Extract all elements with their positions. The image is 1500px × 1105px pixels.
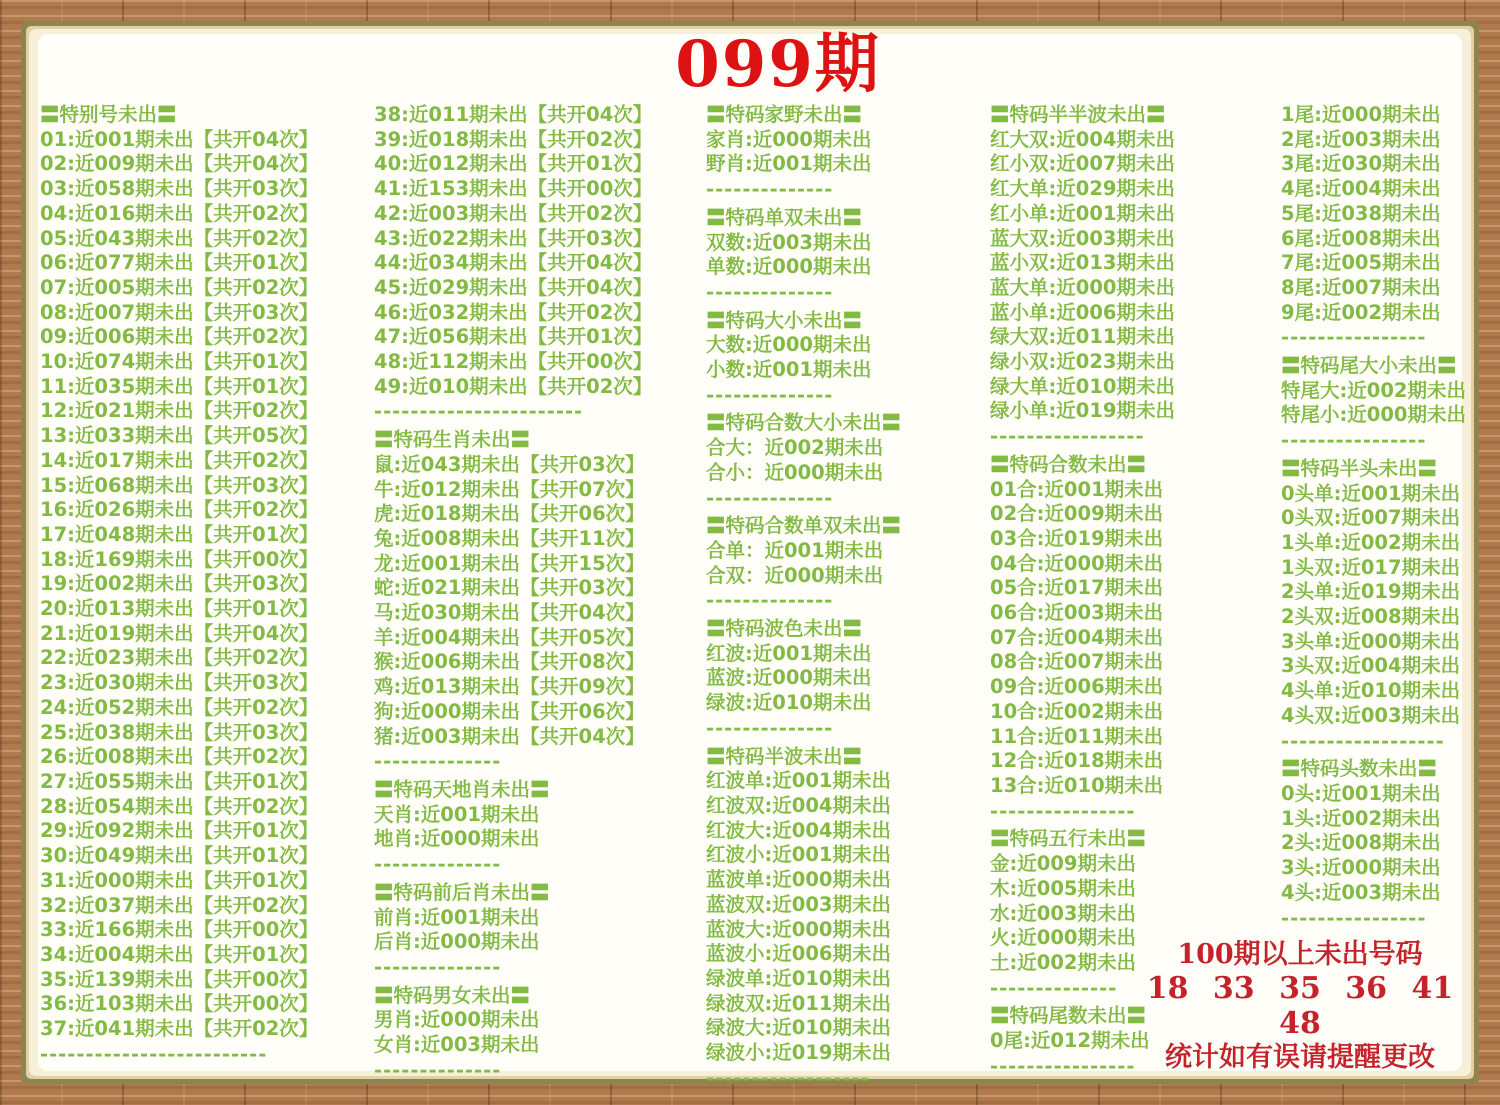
stat-line: 12:近021期未出【共开02次】	[40, 399, 319, 423]
separator: -----------------------	[374, 400, 584, 424]
stat-line: 红小单:近001期未出	[990, 201, 1176, 225]
stat-line: 06合:近003期未出	[990, 601, 1164, 625]
stat-line: 1头单:近002期未出	[1281, 530, 1461, 554]
stat-line: 47:近056期未出【共开01次】	[374, 325, 653, 349]
stat-line: 42:近003期未出【共开02次】	[374, 201, 653, 225]
stat-line: 绿大单:近010期未出	[990, 374, 1176, 398]
stat-line: 34:近004期未出【共开01次】	[40, 942, 319, 966]
stat-line: 特尾小:近000期未出	[1281, 403, 1467, 427]
stat-line: 双数:近003期未出	[706, 230, 872, 254]
stat-line: 野肖:近001期未出	[706, 152, 872, 176]
separator: --------------	[706, 383, 834, 407]
stat-line: 7尾:近005期未出	[1281, 251, 1441, 275]
stat-line: 30:近049期未出【共开01次】	[40, 844, 319, 868]
section-header: 〓特码生肖未出〓	[374, 428, 531, 452]
stat-line: 4头:近003期未出	[1281, 880, 1441, 904]
stat-line: 羊:近004期未出【共开05次】	[374, 625, 645, 649]
stat-line: 绿大双:近011期未出	[990, 325, 1176, 349]
stat-line: 18:近169期未出【共开00次】	[40, 547, 319, 571]
stat-line: 29:近092期未出【共开01次】	[40, 819, 319, 843]
stat-line: 10合:近002期未出	[990, 699, 1164, 723]
section-header: 〓特码家野未出〓	[706, 103, 863, 126]
stat-line: 04合:近000期未出	[990, 551, 1164, 575]
stat-line: 9尾:近002期未出	[1281, 300, 1441, 324]
stat-line: 蓝小单:近006期未出	[990, 300, 1176, 324]
stat-line: 14:近017期未出【共开02次】	[40, 448, 319, 472]
section-header: 〓特码半半波未出〓	[990, 103, 1166, 126]
stats-columns	[38, 103, 1467, 1090]
separator: ----------------	[990, 799, 1136, 823]
stats-column-sums-elements	[990, 103, 1205, 1082]
stat-line: 3尾:近030期未出	[1281, 152, 1441, 176]
stat-line: 31:近000期未出【共开01次】	[40, 868, 319, 892]
stat-line: 11:近035期未出【共开01次】	[40, 374, 319, 398]
stat-line: 蓝波大:近000期未出	[706, 917, 892, 941]
stat-line: 2头双:近008期未出	[1281, 605, 1461, 629]
stat-line: 绿小双:近023期未出	[990, 350, 1176, 374]
stats-column-waves	[706, 103, 956, 1094]
stat-line: 天肖:近001期未出	[374, 802, 540, 826]
separator: --------------	[706, 280, 834, 304]
stat-line: 蛇:近021期未出【共开03次】	[374, 576, 645, 600]
stat-line: 23:近030期未出【共开03次】	[40, 671, 319, 695]
stat-line: 绿波单:近010期未出	[706, 966, 892, 990]
stat-line: 37:近041期未出【共开02次】	[40, 1017, 319, 1041]
stat-line: 牛:近012期未出【共开07次】	[374, 477, 645, 501]
section-header: 〓特码合数未出〓	[990, 452, 1147, 476]
section-header: 〓特码男女未出〓	[374, 983, 531, 1007]
stat-line: 女肖:近003期未出	[374, 1033, 540, 1057]
stat-line: 鼠:近043期未出【共开03次】	[374, 452, 645, 476]
separator: --------------	[706, 589, 834, 613]
stat-line: 24:近052期未出【共开02次】	[40, 695, 319, 719]
stat-line: 1头:近002期未出	[1281, 806, 1441, 830]
stat-line: 红大单:近029期未出	[990, 177, 1176, 201]
stat-line: 前肖:近001期未出	[374, 905, 540, 929]
stat-line: 06:近077期未出【共开01次】	[40, 251, 319, 275]
stat-line: 蓝大双:近003期未出	[990, 226, 1176, 250]
stat-line: 蓝波:近000期未出	[706, 666, 872, 690]
stat-line: 13合:近010期未出	[990, 773, 1164, 797]
stat-line: 07:近005期未出【共开02次】	[40, 275, 319, 299]
stat-line: 20:近013期未出【共开01次】	[40, 597, 319, 621]
stat-line: 单数:近000期未出	[706, 255, 872, 279]
stat-line: 15:近068期未出【共开03次】	[40, 473, 319, 497]
footer-note	[1140, 938, 1460, 1075]
stat-line: 13:近033期未出【共开05次】	[40, 424, 319, 448]
stat-line: 0头单:近001期未出	[1281, 481, 1461, 505]
stat-line: 兔:近008期未出【共开11次】	[374, 526, 645, 550]
stat-line: 16:近026期未出【共开02次】	[40, 498, 319, 522]
stat-line: 08:近007期未出【共开03次】	[40, 300, 319, 324]
stat-line: 11合:近011期未出	[990, 724, 1164, 748]
stat-line: 男肖:近000期未出	[374, 1008, 540, 1032]
stat-line: 2头单:近019期未出	[1281, 580, 1461, 604]
stat-line: 合单：近001期未出	[706, 538, 884, 562]
stat-line: 22:近023期未出【共开02次】	[40, 646, 319, 670]
stat-line: 金:近009期未出	[990, 852, 1137, 876]
separator: ----------------	[1281, 326, 1427, 350]
stat-line: 12合:近018期未出	[990, 749, 1164, 773]
stats-column-special-38-49-zodiac	[374, 103, 674, 1086]
content-panel	[38, 27, 1467, 1090]
section-header: 〓特码波色未出〓	[706, 617, 863, 641]
stats-column-tails-heads	[1281, 103, 1481, 934]
footer-line-disclaimer: 统计如有误请提醒更改	[1165, 1042, 1435, 1073]
stat-line: 红波单:近001期未出	[706, 769, 892, 793]
stat-line: 红小双:近007期未出	[990, 152, 1176, 176]
stat-line: 03合:近019期未出	[990, 526, 1164, 550]
section-header: 〓特码五行未出〓	[990, 827, 1147, 851]
stat-line: 马:近030期未出【共开04次】	[374, 601, 645, 625]
stat-line: 05:近043期未出【共开02次】	[40, 226, 319, 250]
stat-line: 猴:近006期未出【共开08次】	[374, 650, 645, 674]
section-header: 〓特码单双未出〓	[706, 205, 863, 229]
stat-line: 45:近029期未出【共开04次】	[374, 275, 653, 299]
section-header: 〓特码头数未出〓	[1281, 757, 1438, 781]
separator: -------------------------	[40, 1042, 268, 1066]
stat-line: 33:近166期未出【共开00次】	[40, 918, 319, 942]
stat-line: 红波大:近004期未出	[706, 818, 892, 842]
stat-line: 08合:近007期未出	[990, 650, 1164, 674]
separator: --------------	[706, 716, 834, 740]
stat-line: 大数:近000期未出	[706, 333, 872, 357]
stat-line: 红波双:近004期未出	[706, 793, 892, 817]
stat-line: 合大：近002期未出	[706, 436, 884, 460]
stat-line: 6尾:近008期未出	[1281, 226, 1441, 250]
separator: ----------------	[1281, 429, 1427, 453]
separator: ------------------	[1281, 729, 1445, 753]
stat-line: 虎:近018期未出【共开06次】	[374, 502, 645, 526]
section-header: 〓特码半波未出〓	[706, 744, 863, 768]
stat-line: 41:近153期未出【共开00次】	[374, 177, 653, 201]
footer-line-overdue-title: 100期以上未出号码	[1177, 939, 1423, 970]
stat-line: 40:近012期未出【共开01次】	[374, 152, 653, 176]
stat-line: 36:近103期未出【共开00次】	[40, 992, 319, 1016]
stat-line: 合双：近000期未出	[706, 563, 884, 587]
section-header: 〓特码前后肖未出〓	[374, 880, 550, 904]
stat-line: 38:近011期未出【共开04次】	[374, 103, 653, 126]
stat-line: 44:近034期未出【共开04次】	[374, 251, 653, 275]
stat-line: 07合:近004期未出	[990, 625, 1164, 649]
stat-line: 合小：近000期未出	[706, 460, 884, 484]
stat-line: 32:近037期未出【共开02次】	[40, 893, 319, 917]
stat-line: 48:近112期未出【共开00次】	[374, 350, 653, 374]
stat-line: 28:近054期未出【共开02次】	[40, 794, 319, 818]
stat-line: 蓝大单:近000期未出	[990, 275, 1176, 299]
separator: --------------	[374, 1058, 502, 1082]
stat-line: 27:近055期未出【共开01次】	[40, 769, 319, 793]
stat-line: 特尾大:近002期未出	[1281, 378, 1467, 402]
stat-line: 4头单:近010期未出	[1281, 679, 1461, 703]
stat-line: 01:近001期未出【共开04次】	[40, 127, 319, 151]
stat-line: 狗:近000期未出【共开06次】	[374, 699, 645, 723]
stat-line: 家肖:近000期未出	[706, 127, 872, 151]
stat-line: 49:近010期未出【共开02次】	[374, 374, 653, 398]
stat-line: 火:近000期未出	[990, 926, 1137, 950]
stat-line: 猪:近003期未出【共开04次】	[374, 724, 645, 748]
section-header: 〓特别号未出〓	[40, 103, 177, 126]
stat-line: 35:近139期未出【共开00次】	[40, 967, 319, 991]
separator: -----------------	[990, 425, 1145, 449]
separator: ----------------	[990, 1054, 1136, 1078]
stat-line: 蓝波双:近003期未出	[706, 892, 892, 916]
footer-line-overdue-numbers: 18 33 35 36 41 48	[1146, 971, 1454, 1041]
stat-line: 绿波大:近010期未出	[706, 1016, 892, 1040]
separator: --------------	[374, 853, 502, 877]
stat-line: 鸡:近013期未出【共开09次】	[374, 675, 645, 699]
separator: --------------	[706, 178, 834, 202]
stat-line: 红波:近001期未出	[706, 641, 872, 665]
separator: --------------	[990, 976, 1118, 1000]
stat-line: 25:近038期未出【共开03次】	[40, 720, 319, 744]
stat-line: 4尾:近004期未出	[1281, 177, 1441, 201]
separator: --------------	[706, 486, 834, 510]
stat-line: 01合:近001期未出	[990, 477, 1164, 501]
stat-line: 2尾:近003期未出	[1281, 127, 1441, 151]
stat-line: 龙:近001期未出【共开15次】	[374, 551, 645, 575]
stat-line: 土:近002期未出	[990, 950, 1137, 974]
stat-line: 5尾:近038期未出	[1281, 201, 1441, 225]
stat-line: 绿波:近010期未出	[706, 691, 872, 715]
stat-line: 木:近005期未出	[990, 876, 1137, 900]
stat-line: 10:近074期未出【共开01次】	[40, 350, 319, 374]
stat-line: 1尾:近000期未出	[1281, 103, 1441, 126]
stat-line: 小数:近001期未出	[706, 358, 872, 382]
stat-line: 绿波小:近019期未出	[706, 1041, 892, 1065]
section-header: 〓特码半头未出〓	[1281, 456, 1438, 480]
stat-line: 蓝波小:近006期未出	[706, 942, 892, 966]
stat-line: 地肖:近000期未出	[374, 827, 540, 851]
stat-line: 19:近002期未出【共开03次】	[40, 572, 319, 596]
stat-line: 4头双:近003期未出	[1281, 703, 1461, 727]
stat-line: 43:近022期未出【共开03次】	[374, 226, 653, 250]
section-header: 〓特码尾数未出〓	[990, 1004, 1147, 1028]
stat-line: 39:近018期未出【共开02次】	[374, 127, 653, 151]
stat-line: 03:近058期未出【共开03次】	[40, 177, 319, 201]
separator: --------------	[374, 955, 502, 979]
stat-line: 3头双:近004期未出	[1281, 654, 1461, 678]
stat-line: 21:近019期未出【共开04次】	[40, 621, 319, 645]
section-header: 〓特码天地肖未出〓	[374, 777, 550, 801]
section-header: 〓特码尾大小未出〓	[1281, 354, 1457, 378]
section-header: 〓特码大小未出〓	[706, 308, 863, 332]
stat-line: 09合:近006期未出	[990, 675, 1164, 699]
stat-line: 蓝小双:近013期未出	[990, 251, 1176, 275]
stat-line: 0尾:近012期未出	[990, 1029, 1150, 1053]
stat-line: 8尾:近007期未出	[1281, 275, 1441, 299]
stat-line: 绿波双:近011期未出	[706, 991, 892, 1015]
stat-line: 2头:近008期未出	[1281, 831, 1441, 855]
separator: ----------------	[1281, 906, 1427, 930]
stat-line: 02合:近009期未出	[990, 502, 1164, 526]
stat-line: 09:近006期未出【共开02次】	[40, 325, 319, 349]
stats-column-special-01-37	[40, 103, 370, 1070]
stat-line: 水:近003期未出	[990, 901, 1137, 925]
section-header: 〓特码合数单双未出〓	[706, 514, 902, 538]
separator: --------------	[374, 750, 502, 774]
section-header: 〓特码合数大小未出〓	[706, 411, 902, 435]
page-title: 099期	[675, 27, 881, 102]
stat-line: 1头双:近017期未出	[1281, 555, 1461, 579]
stat-line: 蓝波单:近000期未出	[706, 868, 892, 892]
stat-line: 05合:近017期未出	[990, 576, 1164, 600]
stat-line: 3头单:近000期未出	[1281, 629, 1461, 653]
stat-line: 红波小:近001期未出	[706, 843, 892, 867]
stat-line: 26:近008期未出【共开02次】	[40, 745, 319, 769]
stat-line: 0头双:近007期未出	[1281, 506, 1461, 530]
stat-line: 3头:近000期未出	[1281, 856, 1441, 880]
stat-line: 02:近009期未出【共开04次】	[40, 152, 319, 176]
separator: ------------------	[706, 1066, 870, 1090]
stat-line: 0头:近001期未出	[1281, 781, 1441, 805]
stat-line: 绿小单:近019期未出	[990, 399, 1176, 423]
stat-line: 17:近048期未出【共开01次】	[40, 522, 319, 546]
stat-line: 后肖:近000期未出	[374, 930, 540, 954]
stat-line: 04:近016期未出【共开02次】	[40, 201, 319, 225]
stat-line: 46:近032期未出【共开02次】	[374, 300, 653, 324]
stat-line: 红大双:近004期未出	[990, 127, 1176, 151]
